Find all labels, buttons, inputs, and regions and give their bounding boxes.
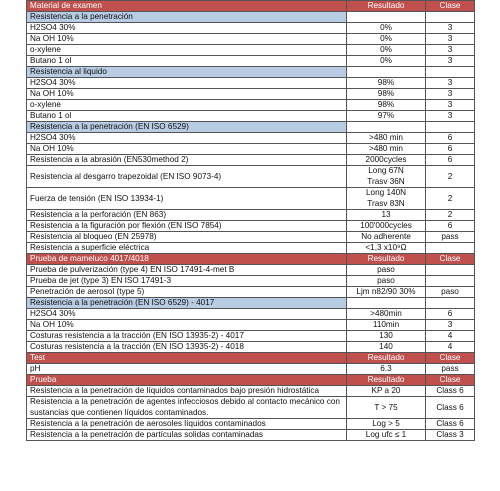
row-result: 98%	[347, 100, 426, 111]
result-trasv: Trasv 36N	[367, 176, 405, 186]
row-name: Na OH 10%	[27, 320, 347, 331]
table-row	[27, 320, 475, 331]
table-row	[27, 287, 475, 298]
row-result: 13	[347, 210, 426, 221]
results-table	[26, 0, 475, 441]
row-class: 3	[426, 111, 475, 122]
row-result: Log > 5	[347, 419, 426, 430]
header-row-material	[27, 1, 475, 12]
header-row-mameluco	[27, 254, 475, 265]
row-result: 0%	[347, 34, 426, 45]
table-row	[27, 276, 475, 287]
row-class: pass	[426, 232, 475, 243]
header-class: Clase	[426, 1, 475, 12]
row-result: 97%	[347, 111, 426, 122]
header-result: Resultado	[347, 1, 426, 12]
row-result: 0%	[347, 45, 426, 56]
row-class: 3	[426, 89, 475, 100]
row-class: 3	[426, 34, 475, 45]
table-row	[27, 133, 475, 144]
row-name: Resistencia a la abrasión (EN530method 2)	[27, 155, 347, 166]
result-long: Long 140N	[365, 188, 407, 197]
row-result: >480 min	[347, 133, 426, 144]
row-result: 140	[347, 342, 426, 353]
row-result: paso	[347, 276, 426, 287]
row-class: Class 6	[426, 386, 475, 397]
table-row	[27, 265, 475, 276]
table-row	[27, 111, 475, 122]
row-result	[347, 166, 426, 188]
table-row	[27, 243, 475, 254]
row-result: paso	[347, 265, 426, 276]
header-class: Clase	[426, 353, 475, 364]
row-name: Na OH 10%	[27, 144, 347, 155]
table-row	[27, 232, 475, 243]
row-name: Resistencia a la penetración de líquidos contaminados bajo presión hidrostática	[27, 386, 347, 397]
row-name: Na OH 10%	[27, 34, 347, 45]
row-result: 6.3	[347, 364, 426, 375]
row-name: o-xylene	[27, 100, 347, 111]
row-name: Resistencia a la penetración de partículas solidas contaminadas	[27, 430, 347, 441]
row-name: pH	[27, 364, 347, 375]
header-row-prueba	[27, 375, 475, 386]
row-result: KP a 20	[347, 386, 426, 397]
row-result: 110min	[347, 320, 426, 331]
table-row	[27, 100, 475, 111]
table-row	[27, 78, 475, 89]
section-row	[27, 67, 475, 78]
table-row	[27, 210, 475, 221]
row-name: H2SO4 30%	[27, 133, 347, 144]
row-result: 98%	[347, 89, 426, 100]
header-result: Resultado	[347, 375, 426, 386]
row-result: No adherente	[347, 232, 426, 243]
row-class: Class 6	[426, 419, 475, 430]
table-row	[27, 188, 475, 210]
row-class	[426, 243, 475, 254]
row-name: Resistencia a la penetración de aerosoles líquidos contaminados	[27, 419, 347, 430]
header-class: Clase	[426, 375, 475, 386]
row-name: Resistencia al desgarro trapezoidal (EN ISO 9073-4)	[27, 166, 347, 188]
row-result: 0%	[347, 56, 426, 67]
section-row	[27, 122, 475, 133]
section-title: Resistencia a la penetración	[27, 12, 347, 23]
row-class: Class 3	[426, 430, 475, 441]
row-class: 3	[426, 56, 475, 67]
row-name: Resistencia a la perforación (EN 863)	[27, 210, 347, 221]
table-row	[27, 56, 475, 67]
row-class: 6	[426, 144, 475, 155]
table-row	[27, 419, 475, 430]
row-class: Class 6	[426, 397, 475, 419]
table-row	[27, 23, 475, 34]
header-material: Material de examen	[27, 1, 347, 12]
row-name: Resistencia a la penetración de agentes infecciosos debido al contacto mecánico con sustancias que contienen líquidos contaminados.	[27, 397, 347, 419]
row-class: 4	[426, 342, 475, 353]
row-class: 6	[426, 309, 475, 320]
row-name: Na OH 10%	[27, 89, 347, 100]
row-class	[426, 276, 475, 287]
row-class: 6	[426, 155, 475, 166]
table-row	[27, 430, 475, 441]
row-class: pass	[426, 364, 475, 375]
table-row	[27, 342, 475, 353]
row-result	[347, 188, 426, 210]
row-result: 0%	[347, 23, 426, 34]
results-sheet	[26, 0, 474, 441]
header-result: Resultado	[347, 254, 426, 265]
row-class: paso	[426, 287, 475, 298]
row-result: Ljm n82/90 30%	[347, 287, 426, 298]
row-class: 2	[426, 166, 475, 188]
row-result: 130	[347, 331, 426, 342]
table-row	[27, 397, 475, 419]
header-mameluco: Prueba de mameluco 4017/4018	[27, 254, 347, 265]
header-result: Resultado	[347, 353, 426, 364]
row-result: T > 75	[347, 397, 426, 419]
row-name: Fuerza de tensión (EN ISO 13934-1)	[27, 188, 347, 210]
row-class: 3	[426, 320, 475, 331]
row-result: >480min	[347, 309, 426, 320]
section-row	[27, 298, 475, 309]
row-result: Log ufc ≤ 1	[347, 430, 426, 441]
row-name: Butano 1 ol	[27, 56, 347, 67]
row-name: Butano 1 ol	[27, 111, 347, 122]
row-name: Resistencia a superficie eléctrica	[27, 243, 347, 254]
row-result: 100'000cycles	[347, 221, 426, 232]
row-class: 3	[426, 100, 475, 111]
row-name: o-xylene	[27, 45, 347, 56]
row-name: Costuras resistencia a la tracción (EN ISO 13935-2) - 4018	[27, 342, 347, 353]
row-class: 3	[426, 23, 475, 34]
row-name: Prueba de jet (type 3) EN ISO 17491-3	[27, 276, 347, 287]
table-row	[27, 45, 475, 56]
table-row	[27, 89, 475, 100]
table-row	[27, 331, 475, 342]
row-class: 6	[426, 221, 475, 232]
table-row	[27, 221, 475, 232]
row-result: 98%	[347, 78, 426, 89]
table-row	[27, 364, 475, 375]
section-title: Resistencia a la penetración (EN ISO 6529) - 4017	[27, 298, 347, 309]
header-test: Test	[27, 353, 347, 364]
row-result: <1,3 x10⁹Ω	[347, 243, 426, 254]
row-name: H2SO4 30%	[27, 78, 347, 89]
row-class: 2	[426, 188, 475, 210]
row-name: Costuras resistencia a la tracción (EN ISO 13935-2) - 4017	[27, 331, 347, 342]
section-title: Resistencia a la penetración (EN ISO 6529)	[27, 122, 347, 133]
result-long: Long 67N	[368, 166, 404, 175]
row-name: H2SO4 30%	[27, 309, 347, 320]
header-row-test	[27, 353, 475, 364]
row-name: Resistencia al bloqueo (EN 25978)	[27, 232, 347, 243]
row-result: 2000cycles	[347, 155, 426, 166]
table-row	[27, 155, 475, 166]
row-class: 3	[426, 45, 475, 56]
section-title: Resistencia al liquido	[27, 67, 347, 78]
table-row	[27, 34, 475, 45]
row-class: 6	[426, 133, 475, 144]
row-name: H2SO4 30%	[27, 23, 347, 34]
table-row	[27, 144, 475, 155]
table-row	[27, 386, 475, 397]
header-prueba: Prueba	[27, 375, 347, 386]
row-name: Resistencia a la figuración por flexión (EN ISO 7854)	[27, 221, 347, 232]
row-name: Prueba de pulverización (type 4) EN ISO 17491-4-met B	[27, 265, 347, 276]
row-class: 3	[426, 78, 475, 89]
row-name: Penetración de aerosol (type 5)	[27, 287, 347, 298]
result-trasv: Trasv 83N	[367, 198, 405, 208]
table-row	[27, 166, 475, 188]
header-class: Clase	[426, 254, 475, 265]
row-class: 2	[426, 210, 475, 221]
row-result: >480 min	[347, 144, 426, 155]
table-row	[27, 309, 475, 320]
section-row	[27, 12, 475, 23]
row-class: 4	[426, 331, 475, 342]
row-class	[426, 265, 475, 276]
